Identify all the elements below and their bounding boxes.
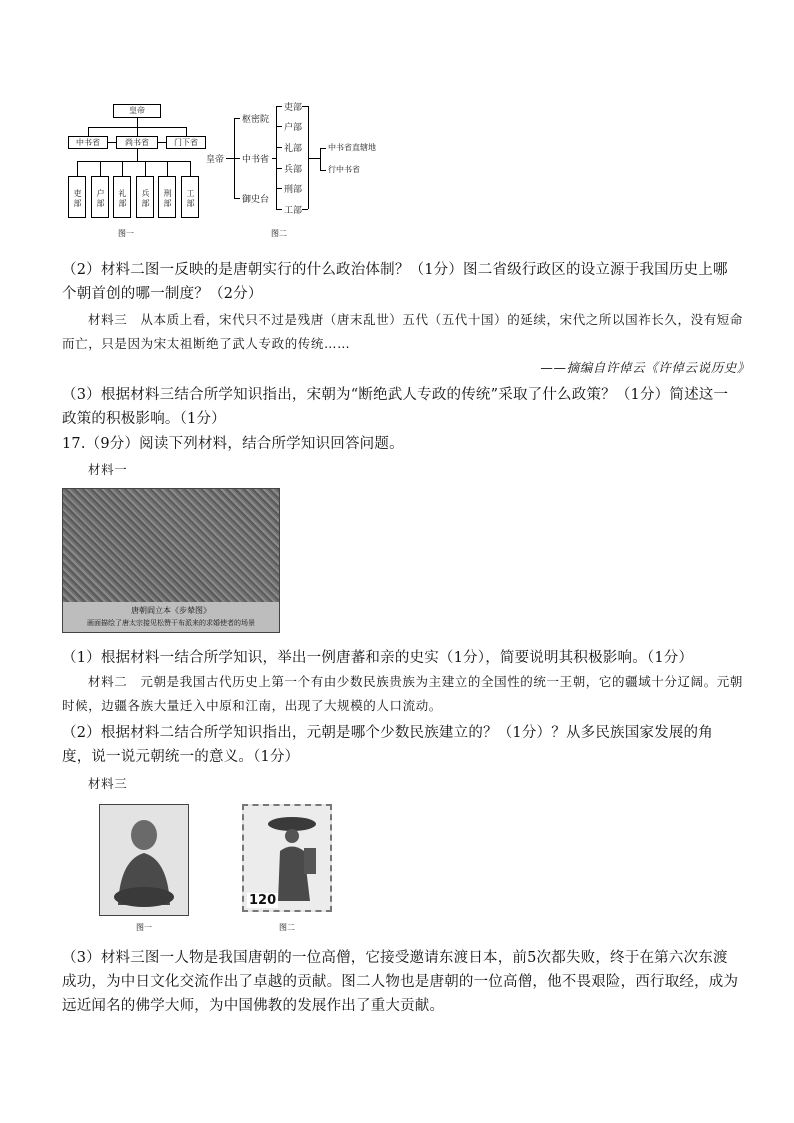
- figure-xuanzang-stamp: [242, 804, 332, 912]
- d2-xingsheng: 行中书省: [328, 165, 360, 174]
- box-zhongshu: 中书省: [68, 136, 108, 149]
- box-emperor: 皇帝: [113, 104, 161, 118]
- box-libu2: 礼部: [113, 176, 131, 218]
- painting-desc: 画面描绘了唐太宗接见松赞干布派来的求婚使者的场景: [87, 619, 255, 627]
- material-3-label: 材料三: [88, 776, 128, 791]
- d2-emperor: 皇帝: [206, 155, 225, 165]
- d2-direct: 中书省直辖地: [328, 143, 376, 152]
- d2-zhongshu: 中书省: [242, 155, 270, 165]
- painting-title: 唐朝阎立本《步辇图》: [131, 606, 211, 615]
- d2-libu2: 礼部: [284, 144, 303, 154]
- d2-libu: 吏部: [284, 103, 303, 113]
- d2-shumiyuan: 枢密院: [242, 115, 270, 125]
- diagram2-caption: 图二: [271, 229, 287, 238]
- painting-caption-band: [63, 602, 279, 632]
- figure-jianzhen: [99, 804, 189, 916]
- monk-seated-icon: [100, 805, 188, 915]
- material-1-label: 材料一: [88, 462, 128, 477]
- fig1-caption: 图一: [136, 923, 152, 932]
- box-shangshu: 尚书省: [116, 136, 158, 149]
- question-17-header: 17.（9分）阅读下列材料，结合所学知识回答问题。: [62, 436, 404, 452]
- box-bingbu: 兵部: [136, 176, 154, 218]
- box-xingbu: 刑部: [158, 176, 176, 218]
- d2-xingbu: 刑部: [284, 185, 303, 195]
- painting-bunian-tu: [62, 488, 280, 633]
- box-menxia: 门下省: [166, 136, 206, 149]
- question-16-2: （2）材料二图一反映的是唐朝实行的什么政治体制？（1分）图二省级行政区的设立源于我国历史上哪个朝首创的哪一制度？（2分）: [62, 262, 728, 302]
- d2-hubu: 户部: [284, 123, 303, 133]
- box-gongbu: 工部: [181, 176, 199, 218]
- diagram1-caption: 图一: [118, 229, 134, 238]
- box-libu: 吏部: [68, 176, 86, 218]
- question-17-2: （2）根据材料二结合所学知识指出，元朝是哪个少数民族建立的？（1分）？从多民族国家发展的角度，说一说元朝统一的意义。（1分）: [62, 725, 713, 765]
- material-2-text: 材料二 元朝是我国古代历史上第一个有由少数民族贵族为主建立的全国性的统一王朝，它的疆域十分辽阔。元朝时候，边疆各族大量迁入中原和江南，出现了大规模的人口流动。: [62, 674, 744, 713]
- material-3-source: ——摘编自许倬云《许倬云说历史》: [540, 360, 750, 375]
- question-17-1: （1）根据材料一结合所学知识，举出一例唐蕃和亲的史实（1分），简要说明其积极影响。（1分）: [62, 650, 694, 666]
- d2-gongbu: 工部: [284, 206, 303, 216]
- box-hubu: 户部: [91, 176, 109, 218]
- question-16-3: （3）根据材料三结合所学知识指出，宋朝为“断绝武人专政的传统”采取了什么政策？（1分）简述这一政策的积极影响。（1分）: [62, 387, 729, 427]
- d2-bingbu: 兵部: [284, 165, 303, 175]
- d2-yushitai: 御史台: [242, 195, 270, 205]
- material-3-text: 材料三 从本质上看，宋代只不过是残唐（唐末乱世）五代（五代十国）的延续，宋代之所以国祚长久，没有短命而亡，只是因为宋太祖断绝了武人专政的传统……: [62, 312, 744, 351]
- question-17-3: （3）材料三图一人物是我国唐朝的一位高僧，它接受邀请东渡日本，前5次都失败，终于在第六次东渡成功，为中日文化交流作出了卓越的贡献。图二人物也是唐朝的一位高僧，他不畏艰险，西行取经，成为远近闻名的佛学大师，为中国佛教的发展作出了重大贡献。: [62, 950, 739, 1014]
- fig2-caption: 图二: [279, 923, 295, 932]
- stamp-value: 120: [249, 893, 277, 908]
